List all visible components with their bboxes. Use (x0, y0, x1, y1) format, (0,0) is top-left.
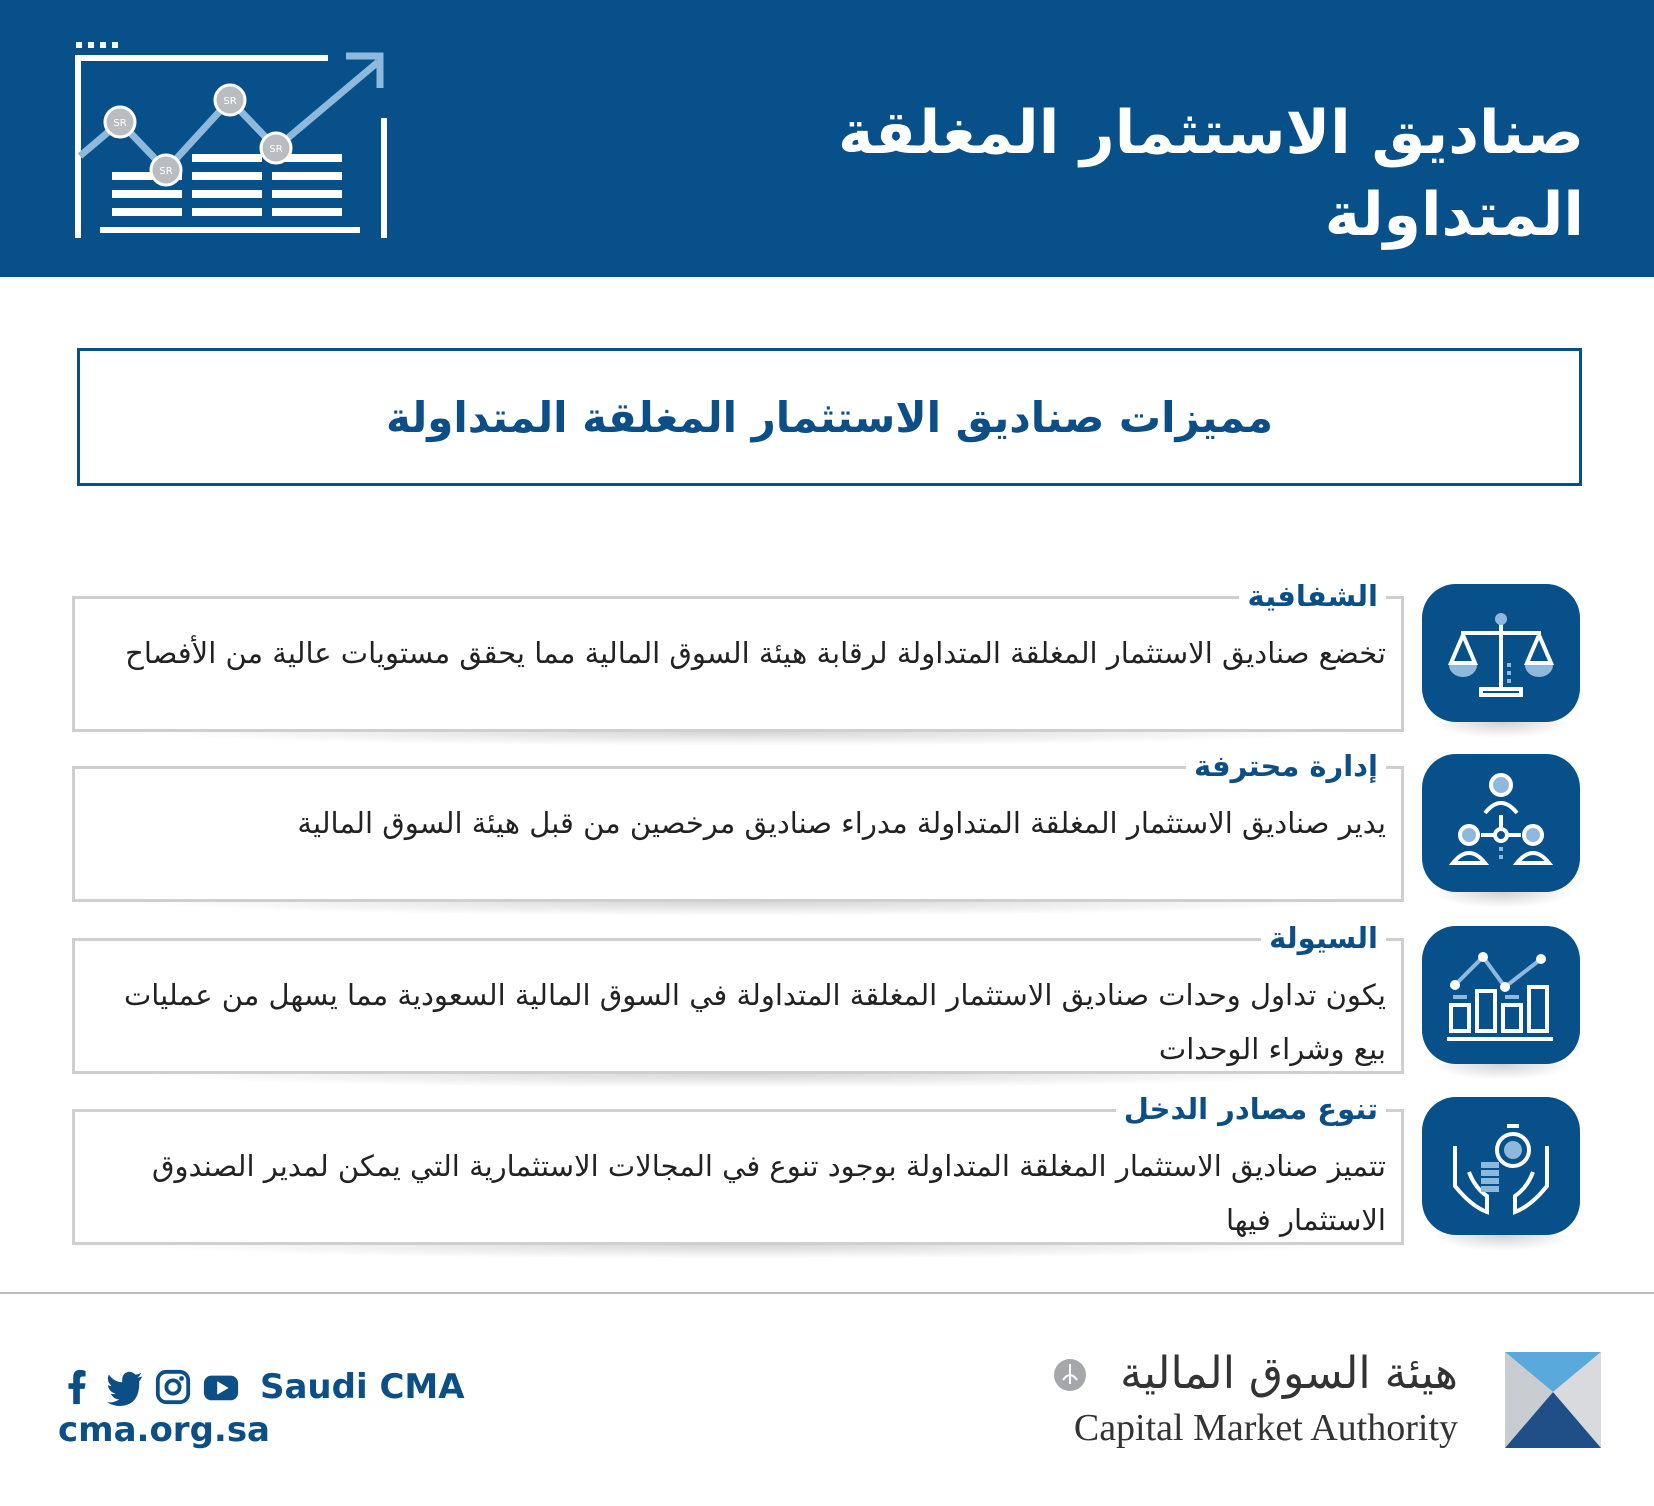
feature-label: تنوع مصادر الدخل (1116, 1091, 1386, 1127)
org-name-english: Capital Market Authority (1073, 1407, 1458, 1449)
feature-transparency (72, 579, 1582, 744)
instagram-icon[interactable] (154, 1367, 192, 1407)
feature-liquidity (72, 921, 1582, 1086)
twitter-icon[interactable] (106, 1367, 144, 1407)
feature-label: إدارة محترفة (1186, 748, 1386, 784)
youtube-icon[interactable] (202, 1367, 240, 1407)
coin-label: SR (113, 118, 127, 129)
feature-icon-tile (1422, 754, 1580, 892)
section-title-box (77, 348, 1582, 486)
social-links (58, 1365, 465, 1409)
feature-label: السيولة (1261, 920, 1386, 956)
feature-income-diversity (72, 1092, 1582, 1257)
emblem-icon (1053, 1358, 1087, 1392)
growth-chart-icon (70, 38, 400, 248)
hands-money-icon (1441, 1106, 1561, 1226)
footer-divider (0, 1292, 1654, 1294)
feature-label: الشفافية (1239, 578, 1386, 614)
feature-description: يدير صناديق الاستثمار المغلقة المتداولة مدراء صناديق مرخصين من قبل هيئة السوق المالية (297, 806, 1386, 840)
people-network-icon (1441, 763, 1561, 883)
header-banner (0, 0, 1654, 277)
facebook-icon[interactable] (58, 1367, 96, 1407)
cma-logo-icon (1505, 1352, 1601, 1448)
feature-description: تتميز صناديق الاستثمار المغلقة المتداولة بوجود تنوع في المجالات الاستثمارية التي يمكن لمدير الصندوق الاستثمار فيها (152, 1149, 1386, 1237)
social-handle[interactable]: Saudi CMA (260, 1367, 465, 1407)
feature-professional-management (72, 749, 1582, 914)
coin-label: SR (223, 96, 237, 107)
page-title: صناديق الاستثمار المغلقة المتداولة (838, 98, 1584, 250)
coin-label: SR (269, 144, 283, 155)
org-name-arabic: هيئة السوق المالية (1120, 1348, 1458, 1399)
section-title: مميزات صناديق الاستثمار المغلقة المتداولة (386, 393, 1273, 442)
scale-icon (1441, 593, 1561, 713)
bar-chart-icon (1441, 935, 1561, 1055)
website-link[interactable]: cma.org.sa (58, 1410, 271, 1450)
feature-icon-tile (1422, 1097, 1580, 1235)
feature-description: تخضع صناديق الاستثمار المغلقة المتداولة لرقابة هيئة السوق المالية مما يحقق مستويات عالية من الأفصاح (125, 636, 1386, 670)
feature-description: يكون تداول وحدات صناديق الاستثمار المغلقة المتداولة في السوق المالية السعودية مما يسهل من عمليات بيع وشراء الوحدات (123, 978, 1386, 1066)
feature-icon-tile (1422, 926, 1580, 1064)
coin-label: SR (159, 166, 173, 177)
feature-icon-tile (1422, 584, 1580, 722)
